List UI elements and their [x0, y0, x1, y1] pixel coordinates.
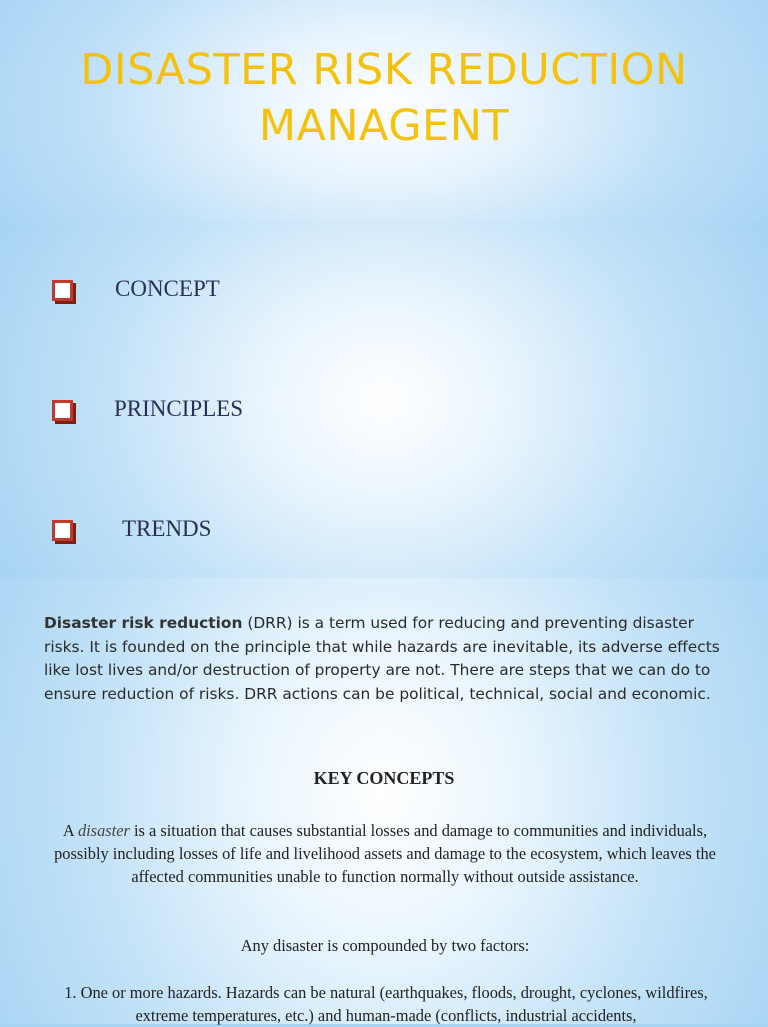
disaster-definition: [40, 819, 730, 888]
bullet-item-concept: [52, 270, 73, 310]
title-slide: [0, 0, 768, 222]
factor-item-1: 1. One or more hazards. Hazards can be natural (earthquakes, floods, drought, cyclones, wildfires, extreme temperatures, etc.) and human-made (conflicts, industrial accidents,: [64, 983, 708, 1025]
bold-term: Disaster risk reduction: [44, 614, 243, 632]
page-title: DISASTER RISK REDUCTION MANAGENT: [80, 45, 688, 151]
definition-prefix: A: [62, 821, 78, 840]
bullet-item-trends: [52, 510, 73, 550]
bullet-label: TRENDS: [122, 516, 212, 541]
definition-term: disaster: [77, 821, 130, 840]
definition-text: is a situation that causes substantial losses and damage to communities and individuals, possibly including losses of life and livelihood assets and damage to the ecosystem, which leaves the affected communities unable to function normally without outside assistance.: [54, 821, 716, 886]
bullet-item-principles: [52, 390, 73, 430]
bullet-label: PRINCIPLES: [114, 396, 244, 421]
factors-intro: Any disaster is compounded by two factors:: [240, 936, 530, 955]
section-heading: KEY CONCEPTS: [313, 768, 455, 788]
intro-paragraph: [44, 612, 734, 706]
intro-text: (DRR) is a term used for reducing and preventing disaster risks. It is founded on the principle that while hazards are inevitable, its adverse effects like lost lives and/or destruction of property are not. There are steps that we can do to ensure reduction of risks. DRR actions can be political, technical, social and economic.: [44, 614, 720, 703]
checkbox-icon: [52, 520, 73, 541]
bullet-label: CONCEPT: [115, 276, 220, 301]
checkbox-icon: [52, 280, 73, 301]
checkbox-icon: [52, 400, 73, 421]
